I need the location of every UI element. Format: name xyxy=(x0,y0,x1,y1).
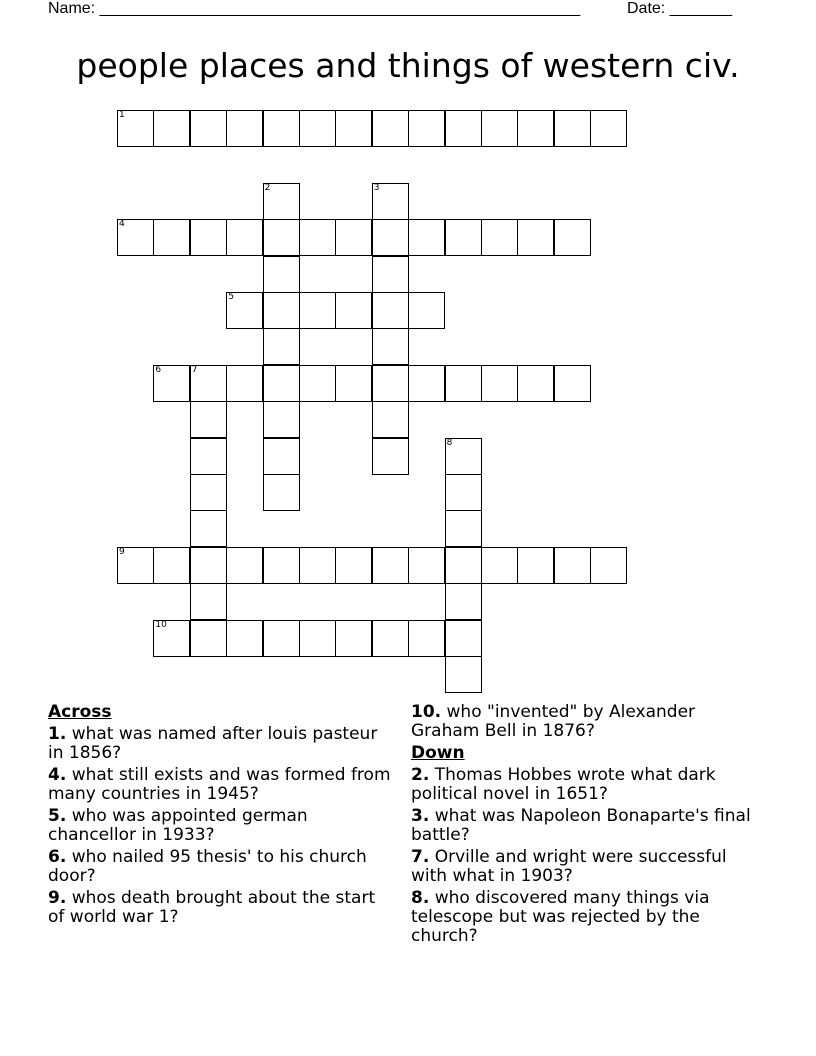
crossword-cell[interactable] xyxy=(299,547,336,584)
clue-column-right xyxy=(411,703,756,949)
crossword-cell[interactable] xyxy=(408,620,445,657)
crossword-cell[interactable] xyxy=(335,292,372,329)
crossword-cell[interactable] xyxy=(263,219,300,256)
cell-number: 6 xyxy=(155,364,162,375)
crossword-cell[interactable] xyxy=(481,219,518,256)
crossword-cell[interactable] xyxy=(481,365,518,402)
crossword-cell[interactable] xyxy=(517,547,554,584)
crossword-cell[interactable] xyxy=(190,583,227,620)
crossword-cell[interactable] xyxy=(190,365,227,402)
crossword-cell[interactable] xyxy=(263,183,300,220)
crossword-cell[interactable] xyxy=(445,620,482,657)
crossword-cell[interactable] xyxy=(153,620,190,657)
puzzle-title: people places and things of western civ. xyxy=(76,46,740,85)
crossword-cell[interactable] xyxy=(263,110,300,147)
clue-text: what still exists and was formed from many countries in 1945? xyxy=(48,765,391,804)
clue-text: what was Napoleon Bonaparte's final battle? xyxy=(411,806,751,845)
crossword-cell[interactable] xyxy=(190,510,227,547)
crossword-cell[interactable] xyxy=(372,328,409,365)
cell-number: 3 xyxy=(373,182,380,193)
crossword-cell[interactable] xyxy=(263,365,300,402)
clue-text: who discovered many things via telescope but was rejected by the church? xyxy=(411,888,710,946)
clue-number: 6. xyxy=(48,847,67,867)
clue-number: 8. xyxy=(411,888,430,908)
name-field-label[interactable]: Name: ______________________________________________________ xyxy=(48,0,581,17)
crossword-cell[interactable] xyxy=(190,620,227,657)
crossword-cell[interactable] xyxy=(372,183,409,220)
date-field-label[interactable]: Date: _______ xyxy=(627,0,732,17)
clue-text: who "invented" by Alexander Graham Bell in 1876? xyxy=(411,702,696,741)
crossword-cell[interactable] xyxy=(263,620,300,657)
crossword-cell[interactable] xyxy=(445,365,482,402)
crossword-cell[interactable] xyxy=(263,474,300,511)
crossword-cell[interactable] xyxy=(263,547,300,584)
crossword-cell[interactable] xyxy=(263,328,300,365)
cell-number: 9 xyxy=(119,546,125,557)
clue-number: 3. xyxy=(411,806,430,826)
clue-across-5 xyxy=(48,807,393,845)
cell-number: 2 xyxy=(264,182,271,193)
crossword-cell[interactable] xyxy=(372,219,409,256)
crossword-cell[interactable] xyxy=(408,219,445,256)
crossword-cell[interactable] xyxy=(226,620,263,657)
clue-down-7 xyxy=(411,848,756,886)
crossword-cell[interactable] xyxy=(335,110,372,147)
clue-down-2 xyxy=(411,766,756,804)
across-heading: Across xyxy=(48,702,112,722)
crossword-cell[interactable] xyxy=(153,547,190,584)
crossword-cell[interactable] xyxy=(445,583,482,620)
crossword-cell[interactable] xyxy=(445,474,482,511)
down-heading: Down xyxy=(411,743,465,763)
clue-down-8 xyxy=(411,889,756,946)
crossword-cell[interactable] xyxy=(372,547,409,584)
crossword-cell[interactable] xyxy=(263,438,300,475)
crossword-cell[interactable] xyxy=(590,547,627,584)
clue-text: whos death brought about the start of world war 1? xyxy=(48,888,376,927)
clue-number: 7. xyxy=(411,847,430,867)
clue-across-9 xyxy=(48,889,393,927)
crossword-cell[interactable] xyxy=(226,547,263,584)
clue-text: what was named after louis pasteur in 1856? xyxy=(48,724,378,763)
crossword-cell[interactable] xyxy=(335,547,372,584)
crossword-cell[interactable] xyxy=(554,365,591,402)
clue-down-3 xyxy=(411,807,756,845)
crossword-cell[interactable] xyxy=(190,110,227,147)
cell-number: 8 xyxy=(446,437,453,448)
crossword-cell[interactable] xyxy=(335,219,372,256)
crossword-cell[interactable] xyxy=(517,110,554,147)
cell-number: 1 xyxy=(119,110,125,120)
crossword-cell[interactable] xyxy=(153,365,190,402)
crossword-cell[interactable] xyxy=(190,219,227,256)
clue-across-1 xyxy=(48,725,393,763)
clue-across-10 xyxy=(411,703,756,741)
crossword-cell[interactable] xyxy=(517,365,554,402)
cell-number: 7 xyxy=(191,364,198,375)
crossword-cell[interactable] xyxy=(190,547,227,584)
crossword-cell[interactable] xyxy=(372,438,409,475)
crossword-cell[interactable] xyxy=(372,256,409,293)
crossword-cell[interactable] xyxy=(117,110,154,147)
clue-number: 5. xyxy=(48,806,67,826)
crossword-cell[interactable] xyxy=(590,110,627,147)
crossword-cell[interactable] xyxy=(554,547,591,584)
clue-number: 1. xyxy=(48,724,67,744)
crossword-cell[interactable] xyxy=(372,110,409,147)
clue-text: Thomas Hobbes wrote what dark political novel in 1651? xyxy=(411,765,716,804)
crossword-cell[interactable] xyxy=(117,219,154,256)
clue-number: 10. xyxy=(411,702,442,722)
cell-number: 10 xyxy=(155,619,167,630)
crossword-cell[interactable] xyxy=(153,110,190,147)
clue-number: 9. xyxy=(48,888,67,908)
crossword-cell[interactable] xyxy=(226,110,263,147)
crossword-cell[interactable] xyxy=(445,510,482,547)
cell-number: 4 xyxy=(119,219,125,230)
crossword-cell[interactable] xyxy=(299,219,336,256)
crossword-cell[interactable] xyxy=(481,110,518,147)
crossword-cell[interactable] xyxy=(190,474,227,511)
crossword-cell[interactable] xyxy=(408,110,445,147)
clue-column-left xyxy=(48,703,393,930)
crossword-cell[interactable] xyxy=(372,365,409,402)
cell-number: 5 xyxy=(228,292,234,302)
clue-text: who was appointed german chancellor in 1933? xyxy=(48,806,308,845)
crossword-cell[interactable] xyxy=(335,620,372,657)
crossword-cell[interactable] xyxy=(263,401,300,438)
crossword-cell[interactable] xyxy=(445,547,482,584)
crossword-cell[interactable] xyxy=(190,438,227,475)
crossword-cell[interactable] xyxy=(299,365,336,402)
crossword-cell[interactable] xyxy=(153,219,190,256)
crossword-cell[interactable] xyxy=(408,365,445,402)
clue-across-4 xyxy=(48,766,393,804)
crossword-cell[interactable] xyxy=(408,547,445,584)
crossword-cell[interactable] xyxy=(408,292,445,329)
clue-number: 4. xyxy=(48,765,67,785)
crossword-cell[interactable] xyxy=(372,401,409,438)
crossword-cell[interactable] xyxy=(263,292,300,329)
crossword-cell[interactable] xyxy=(554,110,591,147)
crossword-cell[interactable] xyxy=(372,292,409,329)
crossword-cell[interactable] xyxy=(226,292,263,329)
crossword-cell[interactable] xyxy=(554,219,591,256)
crossword-cell[interactable] xyxy=(299,292,336,329)
clue-across-6 xyxy=(48,848,393,886)
crossword-cell[interactable] xyxy=(445,656,482,693)
crossword-cell[interactable] xyxy=(263,256,300,293)
crossword-cell[interactable] xyxy=(299,620,336,657)
clue-text: who nailed 95 thesis' to his church door? xyxy=(48,847,367,886)
crossword-cell[interactable] xyxy=(372,620,409,657)
crossword-cell[interactable] xyxy=(445,110,482,147)
crossword-cell[interactable] xyxy=(226,365,263,402)
crossword-cell[interactable] xyxy=(517,219,554,256)
crossword-cell[interactable] xyxy=(445,219,482,256)
crossword-cell[interactable] xyxy=(299,110,336,147)
crossword-cell[interactable] xyxy=(481,547,518,584)
clue-text: Orville and wright were successful with what in 1903? xyxy=(411,847,727,886)
crossword-cell[interactable] xyxy=(117,547,154,584)
crossword-cell[interactable] xyxy=(190,401,227,438)
crossword-cell[interactable] xyxy=(226,219,263,256)
crossword-cell[interactable] xyxy=(445,438,482,475)
clue-number: 2. xyxy=(411,765,430,785)
crossword-cell[interactable] xyxy=(335,365,372,402)
